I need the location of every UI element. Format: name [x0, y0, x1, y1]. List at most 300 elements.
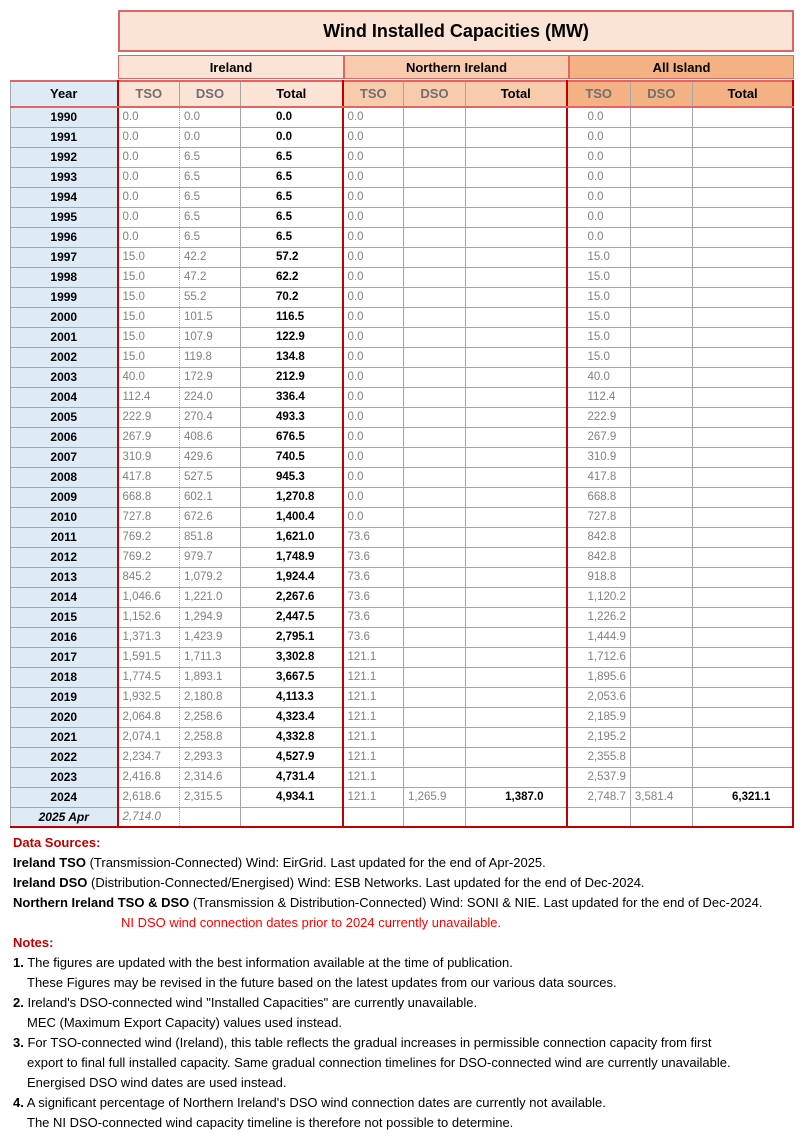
table-row-2021 [11, 727, 794, 747]
cell-all-island-dso [630, 247, 692, 267]
cell-all-island-dso [630, 447, 692, 467]
cell-all-island-tso: 40.0 [567, 367, 631, 387]
cell-ireland-tso: 15.0 [118, 267, 180, 287]
cell-ni-dso [404, 607, 466, 627]
cell-year: 1995 [11, 207, 118, 227]
capacity-table [10, 80, 794, 828]
cell-all-island-dso [630, 167, 692, 187]
cell-ireland-total: 3,667.5 [241, 667, 343, 687]
cell-ireland-tso: 1,046.6 [118, 587, 180, 607]
cell-ni-dso [404, 327, 466, 347]
col-header-year: Year [11, 81, 118, 107]
table-row-1993 [11, 167, 794, 187]
cell-all-island-total [692, 167, 793, 187]
cell-year: 1994 [11, 187, 118, 207]
cell-year: 2009 [11, 487, 118, 507]
cell-all-island-total [692, 527, 793, 547]
cell-year: 2017 [11, 647, 118, 667]
cell-ireland-dso: 0.0 [180, 107, 241, 127]
cell-ireland-total: 70.2 [241, 287, 343, 307]
cell-all-island-tso: 15.0 [567, 347, 631, 367]
group-header-ireland: Ireland [118, 55, 344, 79]
cell-all-island-dso [630, 567, 692, 587]
cell-ireland-tso: 1,774.5 [118, 667, 180, 687]
cell-ni-dso [404, 627, 466, 647]
cell-ni-tso: 0.0 [343, 367, 404, 387]
cell-year: 1991 [11, 127, 118, 147]
cell-ireland-dso: 851.8 [180, 527, 241, 547]
cell-all-island-total [692, 807, 793, 827]
cell-all-island-dso [630, 767, 692, 787]
table-body [11, 107, 794, 827]
table-row-2006 [11, 427, 794, 447]
cell-ireland-total: 122.9 [241, 327, 343, 347]
cell-ireland-tso: 0.0 [118, 207, 180, 227]
cell-ni-total [466, 187, 567, 207]
cell-year: 1992 [11, 147, 118, 167]
cell-ni-dso [404, 807, 466, 827]
cell-ireland-dso: 224.0 [180, 387, 241, 407]
cell-all-island-total [692, 587, 793, 607]
cell-ni-total [466, 647, 567, 667]
cell-all-island-total [692, 367, 793, 387]
cell-ireland-tso: 769.2 [118, 547, 180, 567]
cell-ni-total [466, 407, 567, 427]
table-row-2012 [11, 547, 794, 567]
cell-ni-total [466, 147, 567, 167]
cell-ireland-tso: 15.0 [118, 347, 180, 367]
source-text: (Transmission & Distribution-Connected) Wind: SONI & NIE. Last updated for the end of Dec-2024. [189, 895, 763, 910]
cell-ni-dso [404, 247, 466, 267]
cell-ni-tso [343, 807, 404, 827]
cell-ireland-total: 4,113.3 [241, 687, 343, 707]
cell-ni-dso [404, 127, 466, 147]
cell-all-island-tso: 0.0 [567, 127, 631, 147]
cell-ireland-dso: 47.2 [180, 267, 241, 287]
cell-all-island-tso [567, 807, 631, 827]
cell-ni-tso: 0.0 [343, 287, 404, 307]
cell-all-island-total [692, 127, 793, 147]
cell-year: 2006 [11, 427, 118, 447]
cell-ireland-total: 134.8 [241, 347, 343, 367]
cell-ireland-tso: 112.4 [118, 387, 180, 407]
cell-ireland-total: 1,748.9 [241, 547, 343, 567]
cell-all-island-total [692, 427, 793, 447]
cell-ni-dso [404, 167, 466, 187]
cell-ireland-dso: 107.9 [180, 327, 241, 347]
cell-all-island-tso: 0.0 [567, 227, 631, 247]
cell-ireland-tso: 0.0 [118, 127, 180, 147]
cell-all-island-dso [630, 147, 692, 167]
note-1 [13, 953, 803, 973]
cell-ni-total [466, 327, 567, 347]
cell-all-island-dso [630, 667, 692, 687]
cell-ni-tso: 73.6 [343, 527, 404, 547]
cell-ireland-tso: 0.0 [118, 147, 180, 167]
cell-ireland-total: 945.3 [241, 467, 343, 487]
note-number: 4. [13, 1095, 24, 1110]
cell-all-island-tso: 417.8 [567, 467, 631, 487]
cell-all-island-tso: 1,444.9 [567, 627, 631, 647]
cell-all-island-dso [630, 487, 692, 507]
table-title: Wind Installed Capacities (MW) [118, 10, 794, 52]
cell-year: 2024 [11, 787, 118, 807]
cell-year: 2011 [11, 527, 118, 547]
cell-all-island-tso: 2,748.7 [567, 787, 631, 807]
cell-ni-tso: 0.0 [343, 167, 404, 187]
cell-ni-total [466, 607, 567, 627]
cell-ireland-tso: 727.8 [118, 507, 180, 527]
table-row-1995 [11, 207, 794, 227]
cell-all-island-total [692, 287, 793, 307]
cell-ireland-tso: 15.0 [118, 247, 180, 267]
cell-ni-total [466, 747, 567, 767]
table-row-2017 [11, 647, 794, 667]
source-ireland-tso [13, 853, 803, 873]
cell-ireland-dso: 1,711.3 [180, 647, 241, 667]
cell-all-island-dso [630, 587, 692, 607]
cell-ni-total [466, 727, 567, 747]
table-row-2016 [11, 627, 794, 647]
cell-all-island-dso [630, 707, 692, 727]
cell-ireland-total: 6.5 [241, 187, 343, 207]
col-header-ireland-tso: TSO [118, 81, 180, 107]
cell-ni-dso [404, 587, 466, 607]
source-text: (Transmission-Connected) Wind: EirGrid. Last updated for the end of Apr-2025. [85, 855, 546, 870]
cell-ni-total [466, 567, 567, 587]
cell-all-island-tso: 112.4 [567, 387, 631, 407]
cell-ireland-total: 2,795.1 [241, 627, 343, 647]
cell-all-island-tso: 0.0 [567, 107, 631, 127]
cell-ni-dso [404, 467, 466, 487]
cell-ni-dso [404, 667, 466, 687]
cell-ni-total [466, 367, 567, 387]
cell-all-island-tso: 15.0 [567, 267, 631, 287]
source-label: Ireland DSO [13, 875, 88, 890]
note-4 [13, 1093, 803, 1113]
cell-all-island-dso [630, 467, 692, 487]
note-4-continued: The NI DSO-connected wind capacity timeline is therefore not possible to determine. [27, 1115, 514, 1130]
cell-all-island-total [692, 467, 793, 487]
cell-all-island-tso: 222.9 [567, 407, 631, 427]
cell-ireland-total: 740.5 [241, 447, 343, 467]
table-row-1990 [11, 107, 794, 127]
cell-ireland-total: 1,621.0 [241, 527, 343, 547]
note-text: The figures are updated with the best information available at the time of publication. [23, 955, 513, 970]
cell-ireland-total: 1,270.8 [241, 487, 343, 507]
cell-ireland-dso: 172.9 [180, 367, 241, 387]
cell-year: 2001 [11, 327, 118, 347]
cell-year: 2018 [11, 667, 118, 687]
cell-all-island-tso: 2,185.9 [567, 707, 631, 727]
col-header-all-island-total: Total [692, 81, 793, 107]
cell-ireland-total: 212.9 [241, 367, 343, 387]
table-row-2024 [11, 787, 794, 807]
note-3-continued: export to final full installed capacity. Same gradual connection timelines for DSO-connected wind are currently unavailable. [27, 1055, 731, 1070]
table-row-1999 [11, 287, 794, 307]
cell-ni-dso [404, 147, 466, 167]
cell-ireland-tso: 845.2 [118, 567, 180, 587]
cell-ireland-tso: 417.8 [118, 467, 180, 487]
cell-ireland-dso: 6.5 [180, 167, 241, 187]
cell-all-island-tso: 2,053.6 [567, 687, 631, 707]
cell-ireland-tso: 15.0 [118, 307, 180, 327]
cell-ni-total [466, 767, 567, 787]
cell-ni-total [466, 587, 567, 607]
cell-all-island-dso [630, 327, 692, 347]
cell-all-island-dso [630, 727, 692, 747]
cell-ireland-dso: 2,180.8 [180, 687, 241, 707]
cell-ni-total [466, 687, 567, 707]
cell-all-island-dso [630, 507, 692, 527]
cell-ni-dso [404, 567, 466, 587]
cell-all-island-total [692, 627, 793, 647]
cell-ni-tso: 0.0 [343, 127, 404, 147]
note-number: 3. [13, 1035, 24, 1050]
table-row-2025-apr [11, 807, 794, 827]
cell-all-island-total [692, 107, 793, 127]
cell-ireland-total: 493.3 [241, 407, 343, 427]
cell-all-island-tso: 1,895.6 [567, 667, 631, 687]
cell-all-island-dso [630, 627, 692, 647]
cell-ireland-tso: 310.9 [118, 447, 180, 467]
cell-ireland-total: 4,527.9 [241, 747, 343, 767]
cell-ni-total [466, 707, 567, 727]
note-number: 1. [13, 955, 24, 970]
note-text: Ireland's DSO-connected wind "Installed Capacities" are currently unavailable. [23, 995, 478, 1010]
cell-ni-tso: 0.0 [343, 487, 404, 507]
cell-ireland-total: 4,731.4 [241, 767, 343, 787]
cell-year: 2021 [11, 727, 118, 747]
cell-ireland-dso: 672.6 [180, 507, 241, 527]
cell-all-island-total [692, 147, 793, 167]
cell-all-island-dso [630, 607, 692, 627]
table-row-2014 [11, 587, 794, 607]
table-row-1996 [11, 227, 794, 247]
cell-all-island-tso: 2,537.9 [567, 767, 631, 787]
table-row-2015 [11, 607, 794, 627]
cell-all-island-total [692, 507, 793, 527]
cell-ni-total [466, 307, 567, 327]
cell-ni-dso [404, 507, 466, 527]
cell-ireland-total: 6.5 [241, 227, 343, 247]
cell-year: 2020 [11, 707, 118, 727]
cell-all-island-tso: 668.8 [567, 487, 631, 507]
cell-ireland-tso: 2,074.1 [118, 727, 180, 747]
cell-ireland-total: 0.0 [241, 127, 343, 147]
cell-ni-total [466, 467, 567, 487]
cell-ireland-tso: 267.9 [118, 427, 180, 447]
cell-year: 1999 [11, 287, 118, 307]
cell-all-island-tso: 842.8 [567, 527, 631, 547]
cell-ireland-dso: 527.5 [180, 467, 241, 487]
cell-all-island-total [692, 647, 793, 667]
cell-ireland-dso [180, 807, 241, 827]
cell-ni-total: 1,387.0 [466, 787, 567, 807]
cell-all-island-total [692, 607, 793, 627]
cell-ireland-tso: 15.0 [118, 287, 180, 307]
cell-all-island-dso [630, 747, 692, 767]
cell-ireland-dso: 42.2 [180, 247, 241, 267]
cell-all-island-total [692, 547, 793, 567]
cell-ni-dso [404, 707, 466, 727]
cell-ni-total [466, 547, 567, 567]
cell-all-island-tso: 842.8 [567, 547, 631, 567]
cell-all-island-dso [630, 807, 692, 827]
cell-all-island-tso: 15.0 [567, 307, 631, 327]
cell-ireland-dso: 408.6 [180, 427, 241, 447]
table-row-2004 [11, 387, 794, 407]
cell-ireland-tso: 1,152.6 [118, 607, 180, 627]
cell-ni-total [466, 347, 567, 367]
cell-ireland-dso: 6.5 [180, 147, 241, 167]
cell-ireland-total: 6.5 [241, 207, 343, 227]
cell-year: 2012 [11, 547, 118, 567]
cell-ni-tso: 73.6 [343, 547, 404, 567]
cell-ni-tso: 0.0 [343, 147, 404, 167]
table-row-2000 [11, 307, 794, 327]
cell-all-island-tso: 2,195.2 [567, 727, 631, 747]
cell-ni-tso: 121.1 [343, 687, 404, 707]
cell-ireland-total: 1,924.4 [241, 567, 343, 587]
table-row-2001 [11, 327, 794, 347]
table-row-1991 [11, 127, 794, 147]
cell-all-island-dso [630, 427, 692, 447]
cell-ireland-total: 4,323.4 [241, 707, 343, 727]
cell-all-island-total [692, 187, 793, 207]
table-row-2002 [11, 347, 794, 367]
cell-ni-total [466, 267, 567, 287]
cell-ireland-total: 2,267.6 [241, 587, 343, 607]
cell-ireland-tso: 2,618.6 [118, 787, 180, 807]
source-label: Ireland TSO [13, 855, 86, 870]
cell-ni-tso: 121.1 [343, 667, 404, 687]
cell-ni-tso: 121.1 [343, 767, 404, 787]
cell-year: 2022 [11, 747, 118, 767]
cell-ni-tso: 121.1 [343, 787, 404, 807]
cell-all-island-total [692, 207, 793, 227]
cell-ni-tso: 73.6 [343, 587, 404, 607]
cell-ni-dso [404, 747, 466, 767]
cell-all-island-tso: 727.8 [567, 507, 631, 527]
cell-ireland-total: 6.5 [241, 167, 343, 187]
table-row-1994 [11, 187, 794, 207]
cell-ni-dso [404, 767, 466, 787]
table-row-2019 [11, 687, 794, 707]
cell-ni-total [466, 127, 567, 147]
cell-ireland-total: 6.5 [241, 147, 343, 167]
cell-ni-tso: 0.0 [343, 327, 404, 347]
table-row-2011 [11, 527, 794, 547]
cell-ni-total [466, 627, 567, 647]
cell-all-island-total [692, 247, 793, 267]
cell-all-island-tso: 15.0 [567, 287, 631, 307]
cell-ireland-dso: 0.0 [180, 127, 241, 147]
group-header-northern-ireland: Northern Ireland [344, 55, 569, 79]
cell-ireland-total: 3,302.8 [241, 647, 343, 667]
cell-ni-dso [404, 727, 466, 747]
cell-year: 2000 [11, 307, 118, 327]
cell-year: 2016 [11, 627, 118, 647]
cell-ni-total [466, 227, 567, 247]
cell-year: 1990 [11, 107, 118, 127]
cell-all-island-dso [630, 647, 692, 667]
cell-ireland-tso: 0.0 [118, 107, 180, 127]
cell-year: 2002 [11, 347, 118, 367]
cell-ni-total [466, 427, 567, 447]
cell-ireland-dso: 1,423.9 [180, 627, 241, 647]
table-row-2008 [11, 467, 794, 487]
cell-ni-dso [404, 387, 466, 407]
note-3 [13, 1033, 803, 1053]
source-ireland-dso [13, 873, 803, 893]
cell-ireland-total: 4,934.1 [241, 787, 343, 807]
cell-all-island-total [692, 707, 793, 727]
cell-ni-dso [404, 267, 466, 287]
cell-all-island-total [692, 667, 793, 687]
note-2 [13, 993, 803, 1013]
cell-all-island-total [692, 387, 793, 407]
cell-ireland-tso: 2,416.8 [118, 767, 180, 787]
cell-ni-dso [404, 427, 466, 447]
cell-ireland-tso: 0.0 [118, 227, 180, 247]
cell-ireland-dso: 1,294.9 [180, 607, 241, 627]
cell-ni-tso: 0.0 [343, 407, 404, 427]
cell-ni-total [466, 207, 567, 227]
cell-ni-dso [404, 187, 466, 207]
table-row-2005 [11, 407, 794, 427]
cell-ni-tso: 0.0 [343, 387, 404, 407]
cell-ireland-total: 57.2 [241, 247, 343, 267]
table-row-2003 [11, 367, 794, 387]
cell-all-island-total [692, 687, 793, 707]
cell-all-island-total [692, 767, 793, 787]
cell-all-island-total [692, 347, 793, 367]
col-header-ireland-dso: DSO [180, 81, 241, 107]
cell-ni-total [466, 527, 567, 547]
cell-ireland-dso: 1,893.1 [180, 667, 241, 687]
cell-ni-dso [404, 527, 466, 547]
cell-year: 1993 [11, 167, 118, 187]
cell-year: 2013 [11, 567, 118, 587]
cell-year: 2003 [11, 367, 118, 387]
ni-dso-warning: NI DSO wind connection dates prior to 2024 currently unavailable. [121, 915, 502, 930]
cell-year: 2005 [11, 407, 118, 427]
table-row-2009 [11, 487, 794, 507]
cell-ni-tso: 0.0 [343, 207, 404, 227]
cell-all-island-total [692, 747, 793, 767]
cell-ireland-tso: 0.0 [118, 187, 180, 207]
cell-ireland-dso: 101.5 [180, 307, 241, 327]
cell-ni-tso: 0.0 [343, 427, 404, 447]
cell-ireland-tso: 2,714.0 [118, 807, 180, 827]
cell-ni-tso: 121.1 [343, 727, 404, 747]
cell-all-island-tso: 1,712.6 [567, 647, 631, 667]
note-text: A significant percentage of Northern Ireland's DSO wind connection dates are currently not available. [23, 1095, 606, 1110]
cell-ireland-dso: 55.2 [180, 287, 241, 307]
cell-ireland-total: 676.5 [241, 427, 343, 447]
note-number: 2. [13, 995, 24, 1010]
cell-year: 1998 [11, 267, 118, 287]
cell-ireland-tso: 769.2 [118, 527, 180, 547]
cell-ni-total [466, 247, 567, 267]
cell-ni-total [466, 807, 567, 827]
notes-heading: Notes: [13, 935, 54, 950]
cell-ireland-dso: 2,258.8 [180, 727, 241, 747]
cell-ni-dso [404, 307, 466, 327]
group-header-all-island: All Island [569, 55, 794, 79]
cell-ireland-tso: 2,234.7 [118, 747, 180, 767]
